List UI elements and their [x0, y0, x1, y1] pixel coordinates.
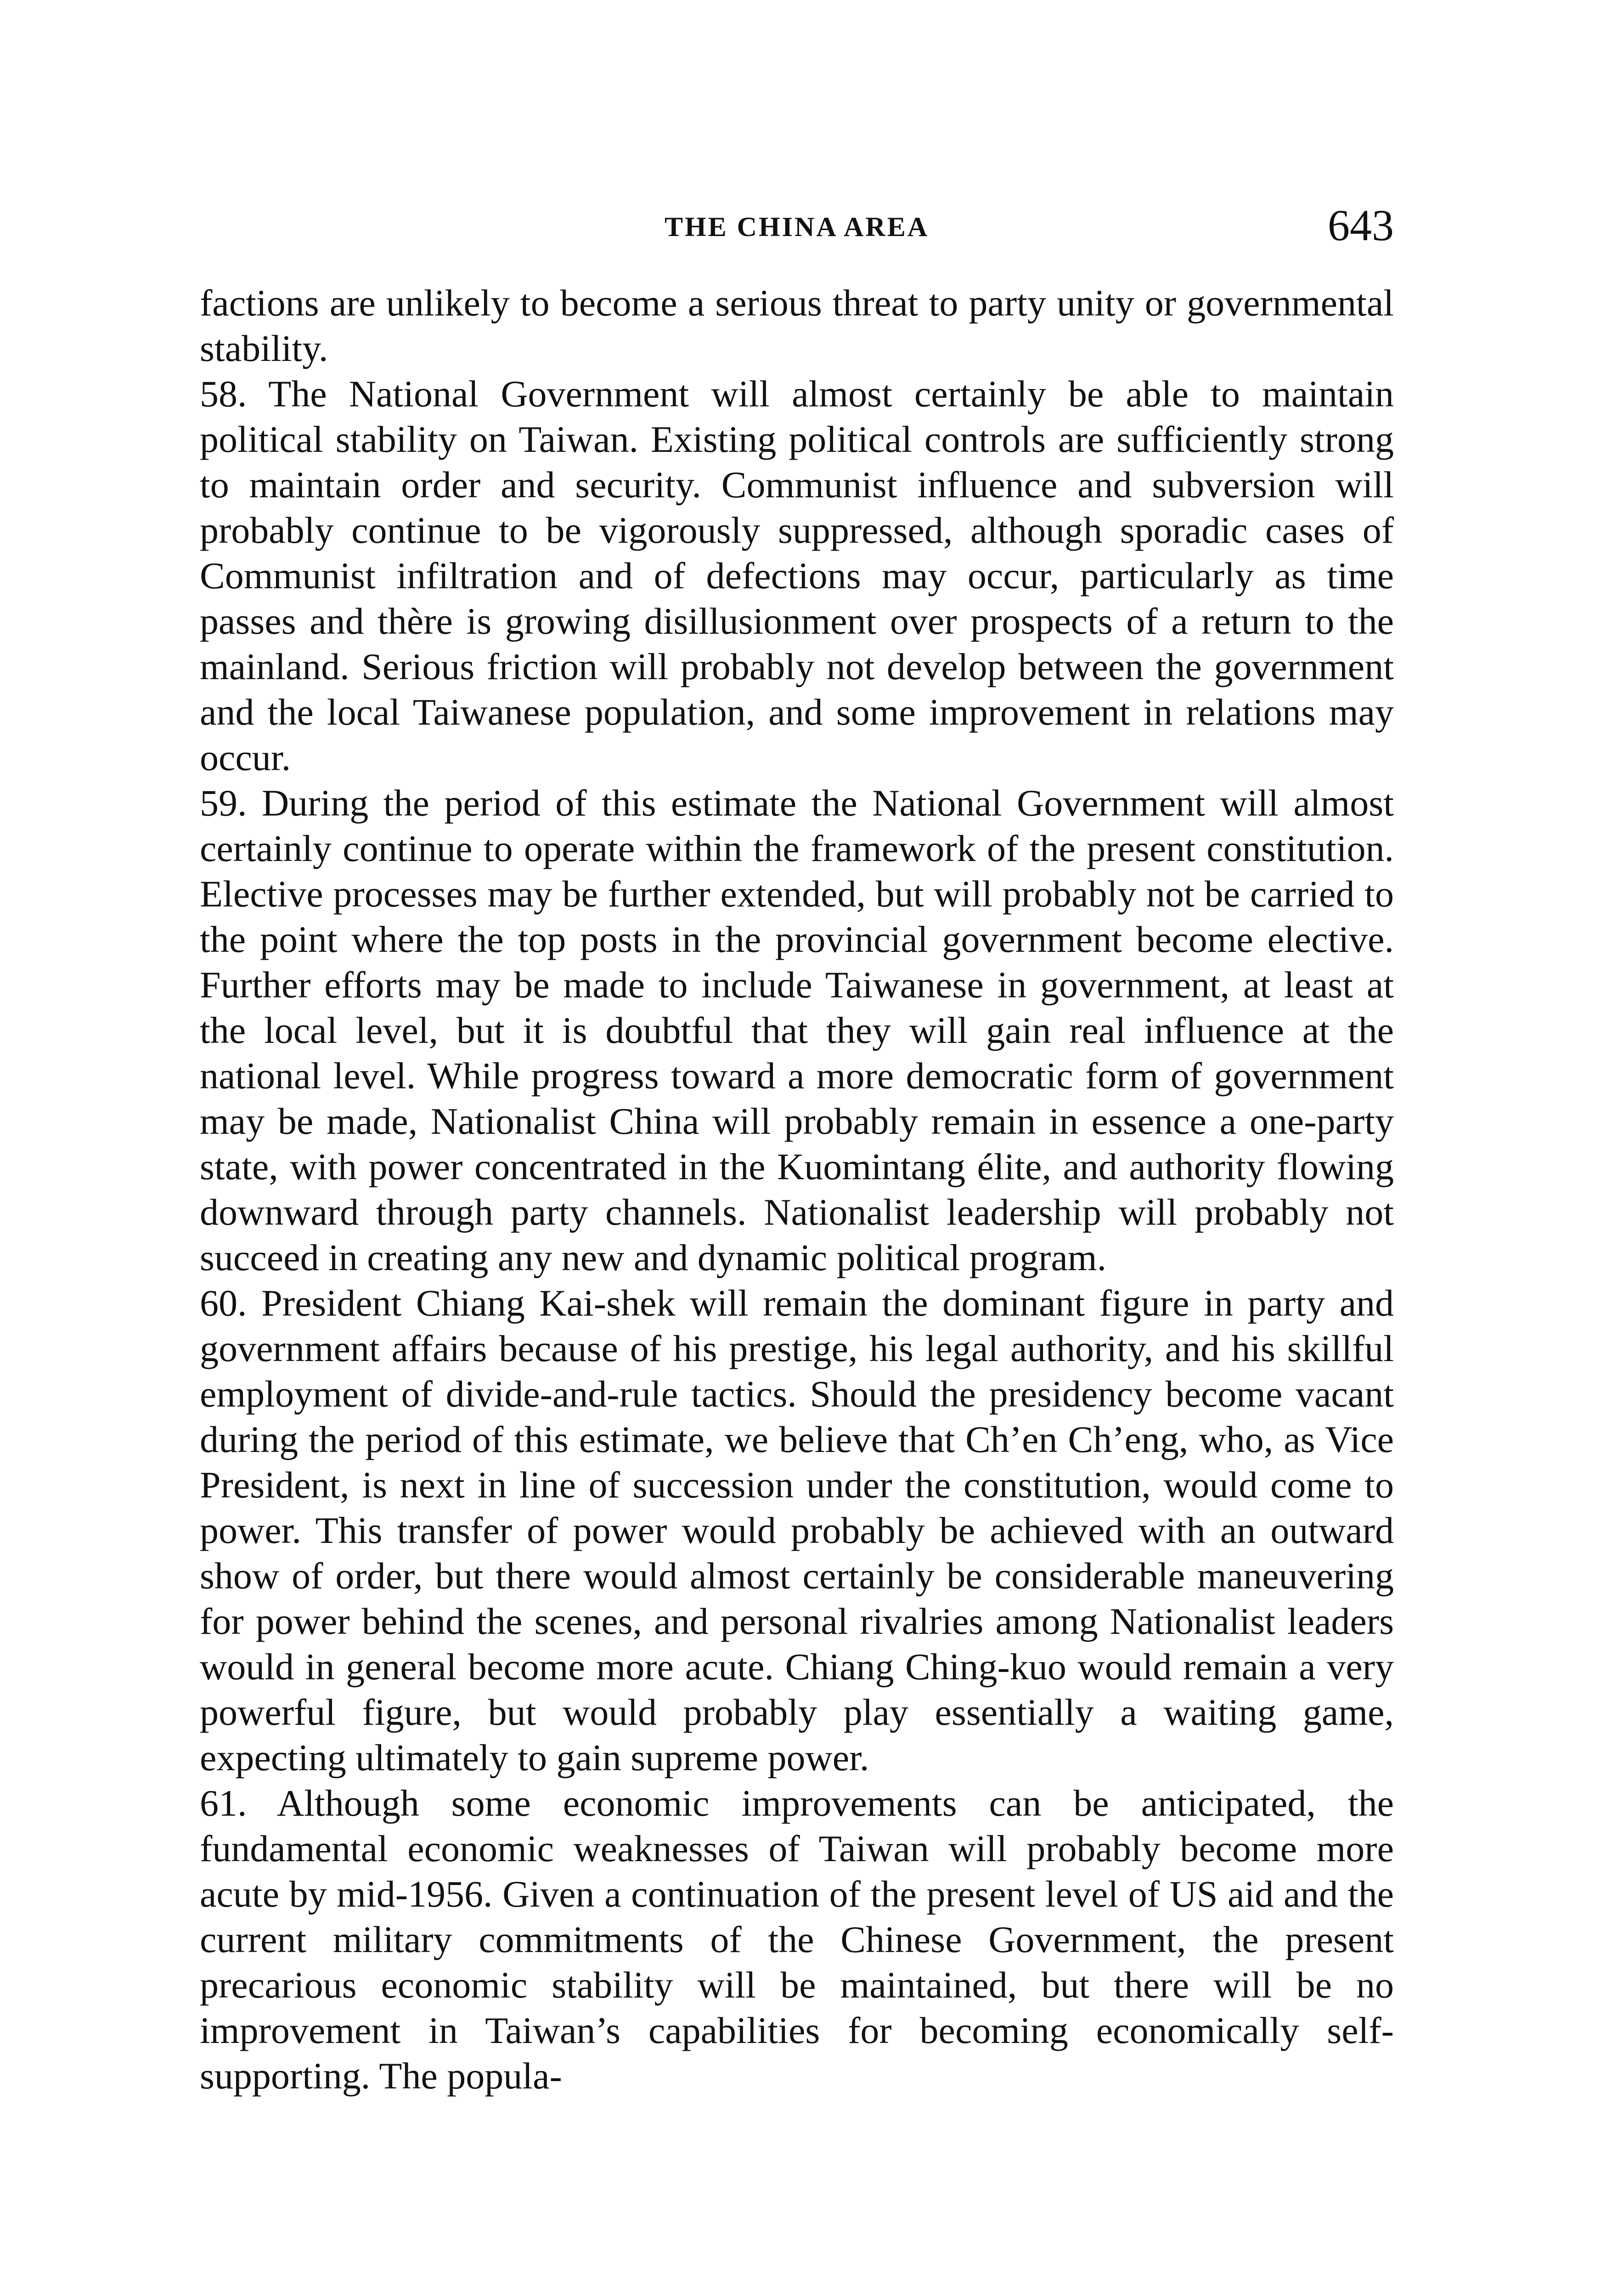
paragraph-59: 59. During the period of this estimate the National Government will almost certainly continue to operate within the framework of the present constitution. Elective processes may be further extended, but will probably not be carried to the point where the top posts in the provincial government become elective. Further efforts may be made to include Taiwanese in government, at least at the local level, but it is doubtful that they will gain real influence at the national level. While progress toward a more democratic form of government may be made, Nationalist China will probably remain in essence a one-party state, with power concentrated in the Kuomintang élite, and authority flowing downward through party channels. Nationalist leadership will probably not succeed in creating any new and dynamic political program.: [200, 782, 1394, 1278]
paragraph-continuation: factions are unlikely to become a serious threat to party unity or governmental stability.: [200, 282, 1394, 369]
page-header: [200, 202, 1394, 262]
paragraph-61: 61. Although some economic improvements can be anticipated, the fundamental economic weaknesses of Taiwan will probably become more acute by mid-1956. Given a continuation of the present level of US aid and the current military commitments of the Chinese Government, the present precarious economic stability will be maintained, but there will be no improvement in Taiwan’s capabilities for becoming economically self-supporting. The popula-: [200, 1782, 1394, 2097]
paragraph-58: 58. The National Government will almost certainly be able to maintain political stability on Taiwan. Existing political controls are sufficiently strong to maintain order and security. Communist influence and subversion will probably continue to be vigorously suppressed, although sporadic cases of Communist infiltration and of defections may occur, particularly as time passes and thère is growing disillusionment over prospects of a return to the mainland. Serious friction will probably not develop between the government and the local Taiwanese population, and some improvement in relations may occur.: [200, 373, 1394, 778]
paragraph-60: 60. President Chiang Kai-shek will remain the dominant figure in party and government affairs because of his prestige, his legal authority, and his skillful employment of divide-and-rule tactics. Should the presidency become vacant during the period of this estimate, we believe that Ch’en Ch’eng, who, as Vice President, is next in line of succession under the constitution, would come to power. This transfer of power would probably be achieved with an outward show of order, but there would almost certainly be considerable maneuvering for power behind the scenes, and personal rivalries among Nationalist leaders would in general become more acute. Chiang Ching-kuo would remain a very powerful figure, but would probably play essentially a waiting game, expecting ultimately to gain supreme power.: [200, 1282, 1394, 1778]
running-head: THE CHINA AREA: [664, 212, 930, 242]
page-number: 643: [1328, 201, 1394, 250]
body-text: [200, 280, 1394, 2099]
